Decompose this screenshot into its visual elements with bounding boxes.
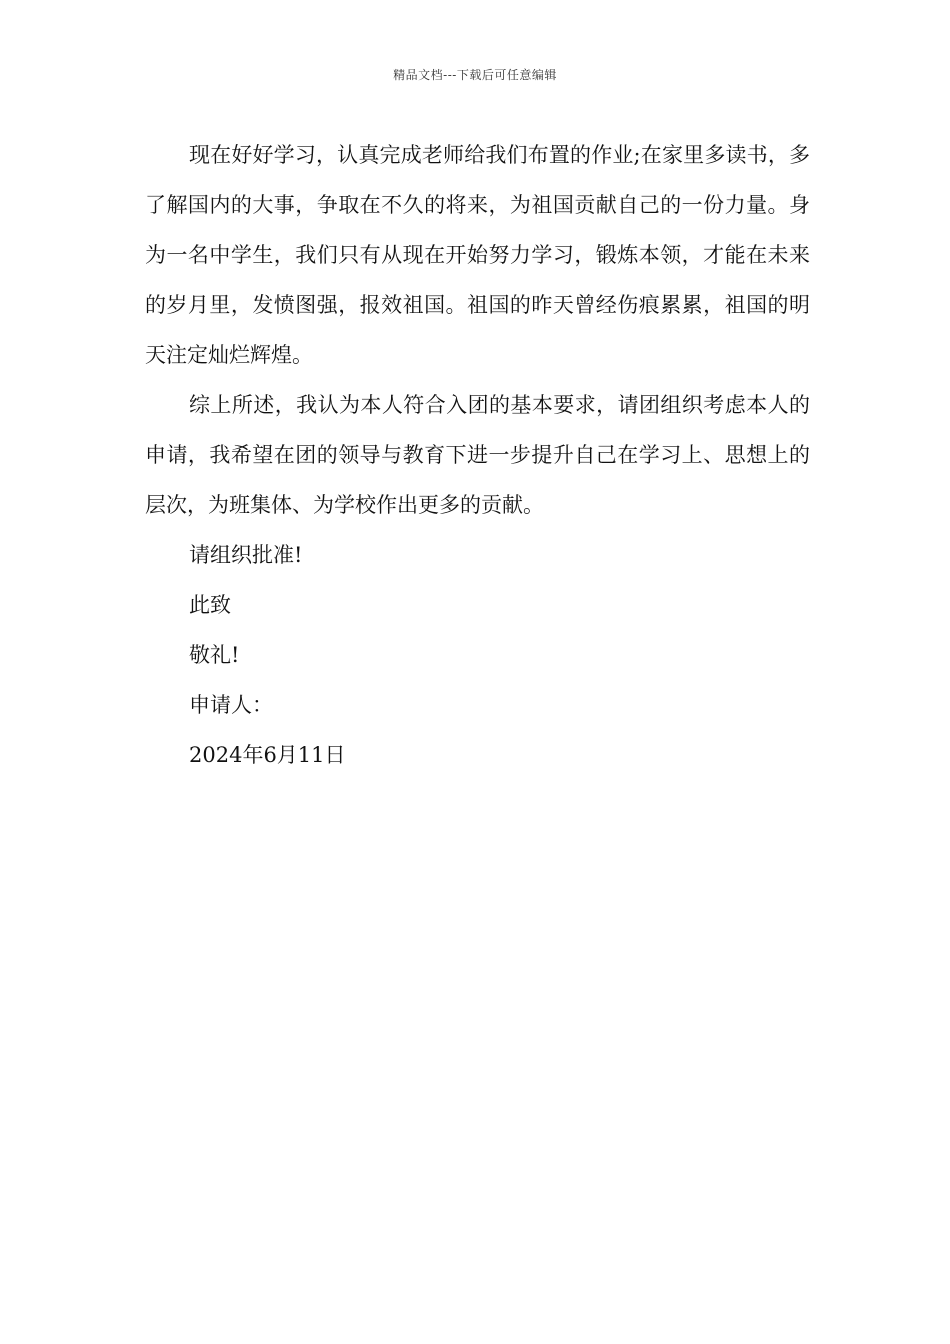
salute-line: 敬礼! [189,643,240,667]
document-body [145,130,810,780]
paragraph-2: 综上所述，我认为本人符合入团的基本要求，请团组织考虑本人的申请，我希望在团的领导与教育下进一步提升自己在学习上、思想上的层次，为班集体、为学校作出更多的贡献。 [145,393,810,517]
closing-line: 此致 [189,593,231,617]
request-line: 请组织批准! [189,543,303,567]
applicant-label: 申请人： [189,693,273,717]
paragraph-1: 现在好好学习，认真完成老师给我们布置的作业;在家里多读书，多了解国内的大事，争取在不久的将来，为祖国贡献自己的一份力量。身为一名中学生，我们只有从现在开始努力学习，锻炼本领，才能在未来的岁月里，发愤图强，报效祖国。祖国的昨天曾经伤痕累累，祖国的明天注定灿烂辉煌。 [145,143,810,367]
date-line: 2024年6月11日 [189,743,346,767]
page-header: 精品文档---下载后可任意编辑 [393,68,557,82]
